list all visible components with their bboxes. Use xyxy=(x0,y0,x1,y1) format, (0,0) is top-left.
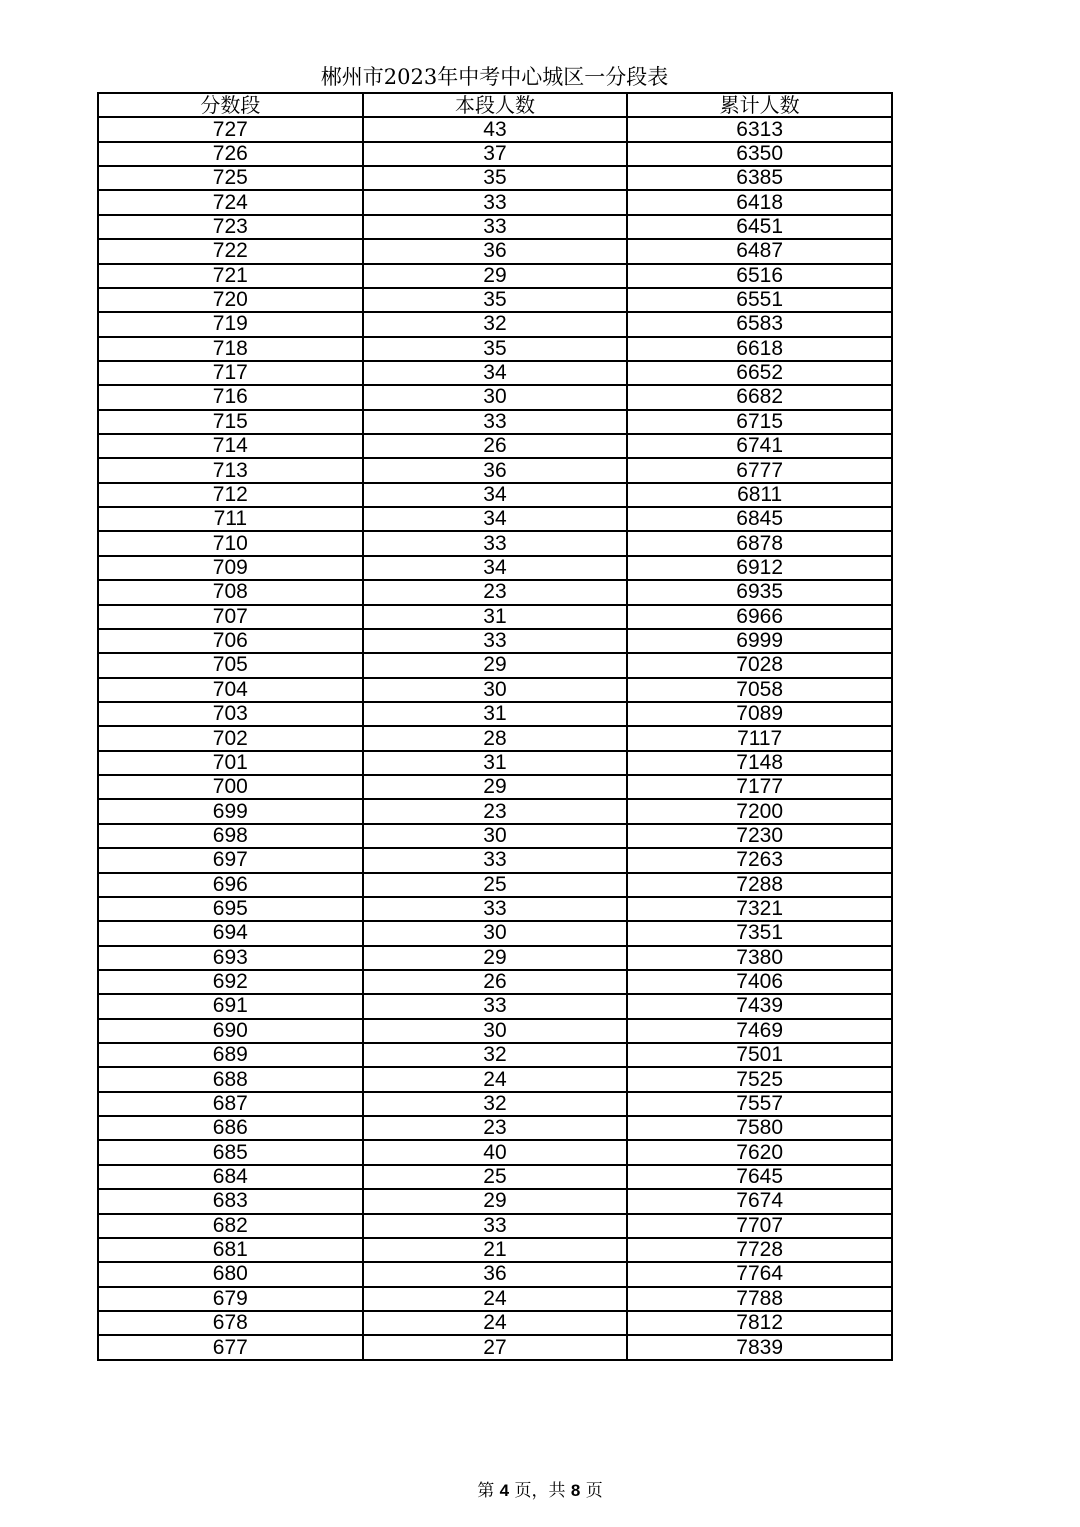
cell-segment-count: 34 xyxy=(363,556,628,580)
table-row xyxy=(98,775,892,799)
cell-segment-count: 30 xyxy=(363,385,628,409)
cell-cumulative-count: 7674 xyxy=(627,1189,892,1213)
cell-segment-count: 43 xyxy=(363,117,628,141)
cell-cumulative-count: 6618 xyxy=(627,337,892,361)
cell-score: 712 xyxy=(98,483,363,507)
cell-segment-count: 23 xyxy=(363,580,628,604)
cell-segment-count: 26 xyxy=(363,434,628,458)
cell-cumulative-count: 6487 xyxy=(627,239,892,263)
table-row xyxy=(98,726,892,750)
cell-score: 723 xyxy=(98,215,363,239)
table-row xyxy=(98,605,892,629)
cell-score: 717 xyxy=(98,361,363,385)
cell-segment-count: 36 xyxy=(363,239,628,263)
cell-segment-count: 26 xyxy=(363,970,628,994)
cell-score: 678 xyxy=(98,1311,363,1335)
cell-cumulative-count: 7148 xyxy=(627,751,892,775)
cell-cumulative-count: 7263 xyxy=(627,848,892,872)
table-row xyxy=(98,1067,892,1091)
cell-segment-count: 31 xyxy=(363,751,628,775)
cell-score: 716 xyxy=(98,385,363,409)
cell-score: 681 xyxy=(98,1238,363,1262)
table-row xyxy=(98,897,892,921)
cell-segment-count: 33 xyxy=(363,848,628,872)
cell-cumulative-count: 7469 xyxy=(627,1019,892,1043)
cell-segment-count: 21 xyxy=(363,1238,628,1262)
table-row xyxy=(98,1214,892,1238)
table-row xyxy=(98,1311,892,1335)
cell-segment-count: 25 xyxy=(363,1165,628,1189)
cell-score: 684 xyxy=(98,1165,363,1189)
cell-cumulative-count: 6715 xyxy=(627,410,892,434)
cell-segment-count: 23 xyxy=(363,799,628,823)
cell-score: 690 xyxy=(98,1019,363,1043)
cell-segment-count: 33 xyxy=(363,994,628,1018)
table-header-row xyxy=(98,93,892,117)
cell-segment-count: 33 xyxy=(363,897,628,921)
table-row xyxy=(98,361,892,385)
table-row xyxy=(98,946,892,970)
table-body xyxy=(98,117,892,1359)
cell-score: 691 xyxy=(98,994,363,1018)
cell-segment-count: 29 xyxy=(363,264,628,288)
cell-segment-count: 34 xyxy=(363,361,628,385)
cell-segment-count: 33 xyxy=(363,190,628,214)
footer-middle: 页，共 xyxy=(514,1481,566,1501)
cell-segment-count: 33 xyxy=(363,215,628,239)
table-row xyxy=(98,848,892,872)
table-row xyxy=(98,531,892,555)
cell-cumulative-count: 7406 xyxy=(627,970,892,994)
cell-score: 701 xyxy=(98,751,363,775)
table-row xyxy=(98,702,892,726)
cell-segment-count: 30 xyxy=(363,921,628,945)
cell-cumulative-count: 7620 xyxy=(627,1140,892,1164)
header-cumulative-count: 累计人数 xyxy=(627,93,892,117)
table-row xyxy=(98,312,892,336)
cell-cumulative-count: 7117 xyxy=(627,726,892,750)
cell-score: 704 xyxy=(98,678,363,702)
cell-segment-count: 35 xyxy=(363,166,628,190)
cell-score: 697 xyxy=(98,848,363,872)
cell-cumulative-count: 6385 xyxy=(627,166,892,190)
table-row xyxy=(98,1189,892,1213)
cell-segment-count: 30 xyxy=(363,1019,628,1043)
cell-segment-count: 33 xyxy=(363,410,628,434)
table-row xyxy=(98,1262,892,1286)
cell-cumulative-count: 6313 xyxy=(627,117,892,141)
cell-cumulative-count: 7501 xyxy=(627,1043,892,1067)
cell-cumulative-count: 6912 xyxy=(627,556,892,580)
cell-segment-count: 32 xyxy=(363,1043,628,1067)
table-row xyxy=(98,458,892,482)
cell-score: 695 xyxy=(98,897,363,921)
cell-cumulative-count: 7812 xyxy=(627,1311,892,1335)
cell-score: 694 xyxy=(98,921,363,945)
cell-score: 688 xyxy=(98,1067,363,1091)
cell-segment-count: 37 xyxy=(363,142,628,166)
cell-score: 715 xyxy=(98,410,363,434)
cell-score: 710 xyxy=(98,531,363,555)
cell-score: 727 xyxy=(98,117,363,141)
cell-score: 703 xyxy=(98,702,363,726)
cell-segment-count: 34 xyxy=(363,483,628,507)
table-row xyxy=(98,921,892,945)
table-row xyxy=(98,190,892,214)
cell-score: 707 xyxy=(98,605,363,629)
table-row xyxy=(98,994,892,1018)
cell-score: 722 xyxy=(98,239,363,263)
cell-segment-count: 33 xyxy=(363,629,628,653)
cell-cumulative-count: 6935 xyxy=(627,580,892,604)
cell-score: 708 xyxy=(98,580,363,604)
cell-segment-count: 29 xyxy=(363,946,628,970)
cell-segment-count: 24 xyxy=(363,1311,628,1335)
cell-segment-count: 40 xyxy=(363,1140,628,1164)
footer-page-number: 4 xyxy=(499,1481,510,1500)
cell-score: 677 xyxy=(98,1335,363,1359)
table-row xyxy=(98,1116,892,1140)
cell-cumulative-count: 6966 xyxy=(627,605,892,629)
cell-cumulative-count: 6741 xyxy=(627,434,892,458)
table-row xyxy=(98,117,892,141)
cell-segment-count: 31 xyxy=(363,605,628,629)
cell-score: 687 xyxy=(98,1092,363,1116)
table-row xyxy=(98,751,892,775)
cell-segment-count: 30 xyxy=(363,678,628,702)
cell-score: 696 xyxy=(98,873,363,897)
table-row xyxy=(98,239,892,263)
table-row xyxy=(98,483,892,507)
header-score-range: 分数段 xyxy=(98,93,363,117)
cell-score: 699 xyxy=(98,799,363,823)
cell-cumulative-count: 7321 xyxy=(627,897,892,921)
cell-segment-count: 35 xyxy=(363,288,628,312)
table-row xyxy=(98,653,892,677)
cell-cumulative-count: 6811 xyxy=(627,483,892,507)
cell-segment-count: 34 xyxy=(363,507,628,531)
cell-segment-count: 28 xyxy=(363,726,628,750)
table-row xyxy=(98,385,892,409)
cell-cumulative-count: 7525 xyxy=(627,1067,892,1091)
table-row xyxy=(98,1092,892,1116)
cell-score: 714 xyxy=(98,434,363,458)
table-row xyxy=(98,434,892,458)
cell-segment-count: 35 xyxy=(363,337,628,361)
cell-segment-count: 32 xyxy=(363,312,628,336)
cell-score: 711 xyxy=(98,507,363,531)
page-footer xyxy=(0,1477,1080,1505)
table-row xyxy=(98,1238,892,1262)
footer-prefix: 第 xyxy=(477,1481,495,1501)
cell-cumulative-count: 6682 xyxy=(627,385,892,409)
cell-cumulative-count: 7788 xyxy=(627,1287,892,1311)
cell-cumulative-count: 6878 xyxy=(627,531,892,555)
cell-segment-count: 27 xyxy=(363,1335,628,1359)
table-row xyxy=(98,1287,892,1311)
cell-score: 709 xyxy=(98,556,363,580)
cell-cumulative-count: 7557 xyxy=(627,1092,892,1116)
cell-cumulative-count: 7028 xyxy=(627,653,892,677)
cell-cumulative-count: 7288 xyxy=(627,873,892,897)
cell-segment-count: 29 xyxy=(363,1189,628,1213)
cell-segment-count: 29 xyxy=(363,653,628,677)
cell-cumulative-count: 6551 xyxy=(627,288,892,312)
cell-score: 706 xyxy=(98,629,363,653)
cell-score: 718 xyxy=(98,337,363,361)
table-row xyxy=(98,166,892,190)
page-title: 郴州市2023年中考中心城区一分段表 xyxy=(320,65,669,89)
cell-score: 693 xyxy=(98,946,363,970)
cell-score: 689 xyxy=(98,1043,363,1067)
table-row xyxy=(98,288,892,312)
score-distribution-table xyxy=(97,92,893,1361)
cell-score: 705 xyxy=(98,653,363,677)
cell-cumulative-count: 7230 xyxy=(627,824,892,848)
cell-cumulative-count: 7380 xyxy=(627,946,892,970)
cell-cumulative-count: 6516 xyxy=(627,264,892,288)
cell-score: 713 xyxy=(98,458,363,482)
cell-score: 692 xyxy=(98,970,363,994)
table-row xyxy=(98,629,892,653)
cell-segment-count: 31 xyxy=(363,702,628,726)
cell-cumulative-count: 6350 xyxy=(627,142,892,166)
footer-suffix: 页 xyxy=(585,1481,603,1501)
cell-cumulative-count: 7089 xyxy=(627,702,892,726)
cell-segment-count: 33 xyxy=(363,1214,628,1238)
cell-cumulative-count: 7728 xyxy=(627,1238,892,1262)
table-row xyxy=(98,824,892,848)
table-row xyxy=(98,410,892,434)
table-row xyxy=(98,970,892,994)
cell-cumulative-count: 7707 xyxy=(627,1214,892,1238)
table-row xyxy=(98,1019,892,1043)
cell-segment-count: 24 xyxy=(363,1287,628,1311)
cell-segment-count: 33 xyxy=(363,531,628,555)
cell-cumulative-count: 6652 xyxy=(627,361,892,385)
cell-cumulative-count: 7200 xyxy=(627,799,892,823)
cell-segment-count: 36 xyxy=(363,1262,628,1286)
table-row xyxy=(98,1043,892,1067)
table-row xyxy=(98,142,892,166)
header-segment-count: 本段人数 xyxy=(363,93,628,117)
footer-total-pages: 8 xyxy=(570,1481,581,1500)
cell-score: 680 xyxy=(98,1262,363,1286)
cell-score: 724 xyxy=(98,190,363,214)
cell-segment-count: 23 xyxy=(363,1116,628,1140)
cell-segment-count: 36 xyxy=(363,458,628,482)
cell-score: 720 xyxy=(98,288,363,312)
cell-score: 700 xyxy=(98,775,363,799)
cell-cumulative-count: 6999 xyxy=(627,629,892,653)
table-row xyxy=(98,507,892,531)
table-row xyxy=(98,264,892,288)
cell-cumulative-count: 7764 xyxy=(627,1262,892,1286)
table-row xyxy=(98,799,892,823)
cell-cumulative-count: 7439 xyxy=(627,994,892,1018)
cell-score: 726 xyxy=(98,142,363,166)
cell-cumulative-count: 7058 xyxy=(627,678,892,702)
cell-segment-count: 25 xyxy=(363,873,628,897)
cell-segment-count: 30 xyxy=(363,824,628,848)
table-row xyxy=(98,1165,892,1189)
cell-score: 698 xyxy=(98,824,363,848)
cell-cumulative-count: 6451 xyxy=(627,215,892,239)
cell-cumulative-count: 7839 xyxy=(627,1335,892,1359)
cell-cumulative-count: 6845 xyxy=(627,507,892,531)
table-row xyxy=(98,1140,892,1164)
table-row xyxy=(98,556,892,580)
cell-cumulative-count: 7177 xyxy=(627,775,892,799)
cell-score: 679 xyxy=(98,1287,363,1311)
cell-cumulative-count: 6777 xyxy=(627,458,892,482)
cell-score: 685 xyxy=(98,1140,363,1164)
table-row xyxy=(98,215,892,239)
cell-segment-count: 24 xyxy=(363,1067,628,1091)
cell-segment-count: 29 xyxy=(363,775,628,799)
cell-segment-count: 32 xyxy=(363,1092,628,1116)
cell-cumulative-count: 7580 xyxy=(627,1116,892,1140)
cell-score: 682 xyxy=(98,1214,363,1238)
cell-score: 686 xyxy=(98,1116,363,1140)
cell-score: 702 xyxy=(98,726,363,750)
table-row xyxy=(98,580,892,604)
table-row xyxy=(98,678,892,702)
cell-cumulative-count: 7351 xyxy=(627,921,892,945)
cell-score: 719 xyxy=(98,312,363,336)
cell-score: 683 xyxy=(98,1189,363,1213)
cell-cumulative-count: 6418 xyxy=(627,190,892,214)
cell-cumulative-count: 6583 xyxy=(627,312,892,336)
table-row xyxy=(98,337,892,361)
cell-score: 721 xyxy=(98,264,363,288)
cell-cumulative-count: 7645 xyxy=(627,1165,892,1189)
table-row xyxy=(98,1335,892,1359)
table-row xyxy=(98,873,892,897)
cell-score: 725 xyxy=(98,166,363,190)
